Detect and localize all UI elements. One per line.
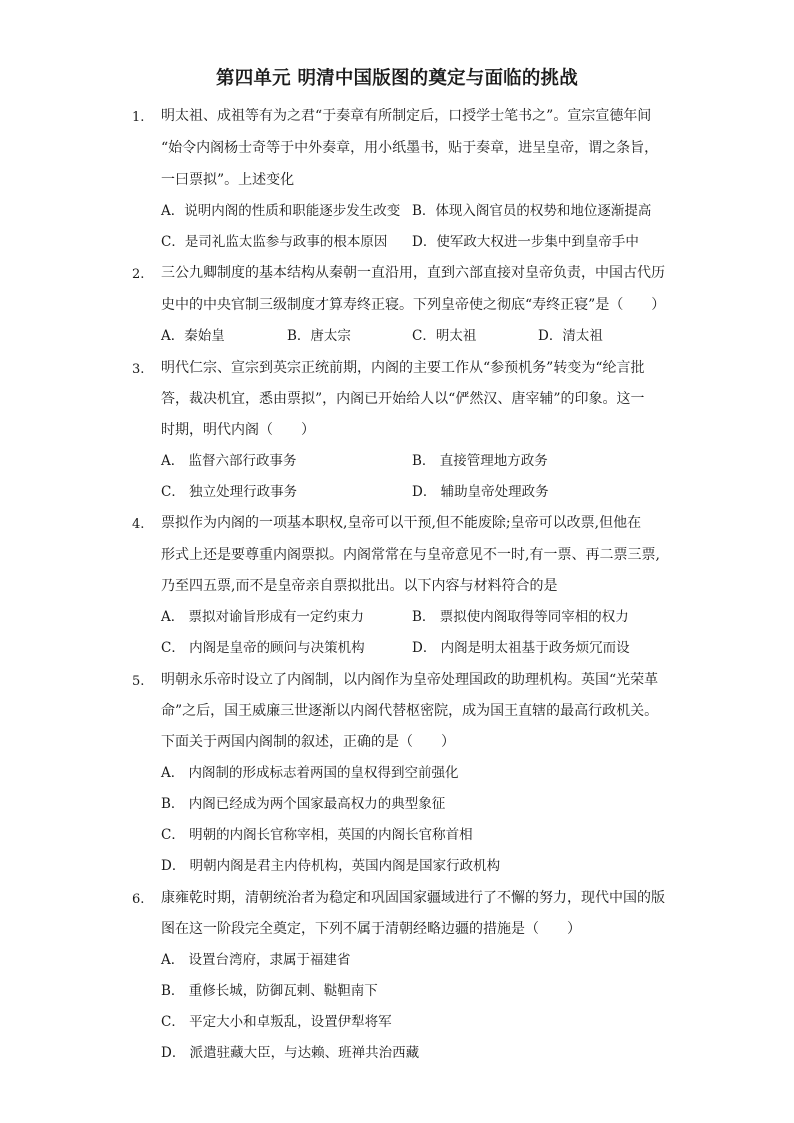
question-number: 6.	[132, 892, 145, 907]
option-d[interactable]: D．清太祖	[538, 328, 603, 344]
option-a[interactable]: A． 票拟对谕旨形成有一定约束力	[161, 609, 365, 625]
question-text-line: 命”之后，国王威廉三世逐渐以内阁代替枢密院，成为国王直辖的最高行政机关。	[161, 703, 659, 719]
option-b[interactable]: B． 直接管理地方政务	[412, 453, 548, 469]
option-c[interactable]: C．是司礼监太监参与政事的根本原因	[161, 234, 388, 250]
option-a[interactable]: A．说明内阁的性质和职能逐步发生改变	[161, 203, 401, 219]
question-text-line: 票拟作为内阁的一项基本职权,皇帝可以干预,但不能废除;皇帝可以改票,但他在	[161, 515, 642, 531]
question-text-line: 下面关于两国内阁制的叙述，正确的是（ ）	[161, 734, 455, 750]
question-text-line: 明朝永乐帝时设立了内阁制，以内阁作为皇帝处理国政的助理机构。英国“光荣革	[161, 672, 659, 688]
option-d[interactable]: D． 辅助皇帝处理政务	[412, 484, 549, 500]
question-text-line: 三公九卿制度的基本结构从秦朝一直沿用，直到六部直接对皇帝负责，中国古代历	[161, 265, 665, 281]
option-a[interactable]: A．秦始皇	[161, 328, 225, 344]
option-b[interactable]: B．体现入阁官员的权势和地位逐渐提高	[412, 203, 652, 219]
option-d[interactable]: D． 明朝内阁是君主内侍机构，英国内阁是国家行政机构	[161, 858, 501, 874]
question-text-line: 答，裁决机宜，悉由票拟”，内阁已开始给人以“俨然汉、唐宰辅”的印象。这一	[161, 391, 645, 407]
option-c[interactable]: C． 明朝的内阁长官称宰相，英国的内阁长官称首相	[161, 827, 473, 843]
option-a[interactable]: A． 设置台湾府，隶属于福建省	[161, 952, 351, 968]
option-c[interactable]: C． 内阁是皇帝的顾问与决策机构	[161, 640, 365, 656]
question-number: 1.	[132, 110, 145, 125]
question-text-line: 史中的中央官制三级制度才算寿终正寝。下列皇帝使之彻底“寿终正寝”是（ ）	[161, 297, 666, 313]
question-text-line: 一曰票拟”。上述变化	[161, 172, 295, 188]
question-text-line: 形式上还是要尊重内阁票拟。内阁常常在与皇帝意见不一时,有一票、再二票三票,	[161, 547, 660, 563]
question-number: 4.	[132, 517, 145, 532]
question-number: 2.	[132, 267, 145, 282]
question-text-line: 明太祖、成祖等有为之君“于奏章有所制定后，口授学士笔书之”。宣宗宣德年间	[161, 108, 652, 124]
option-a[interactable]: A． 内阁制的形成标志着两国的皇权得到空前强化	[161, 765, 459, 781]
option-a[interactable]: A． 监督六部行政事务	[161, 453, 297, 469]
option-c[interactable]: C． 平定大小和卓叛乱，设置伊犁将军	[161, 1014, 392, 1030]
question-text-line: 图在这一阶段完全奠定，下列不属于清朝经略边疆的措施是（ ）	[161, 921, 581, 937]
question-text-line: 乃至四五票,而不是皇帝亲自票拟批出。以下内容与材料符合的是	[161, 578, 558, 594]
question-text-line: “始令内阁杨士奇等于中外奏章，用小纸墨书，贴于奏章，进呈皇帝，谓之条旨，	[161, 140, 659, 156]
option-b[interactable]: B．唐太宗	[287, 328, 351, 344]
question-text-line: 明代仁宗、宣宗到英宗正统前期，内阁的主要工作从“参预机务”转变为“纶言批	[161, 360, 645, 376]
option-c[interactable]: C．明太祖	[412, 328, 477, 344]
option-d[interactable]: D． 派遣驻藏大臣，与达赖、班禅共治西藏	[161, 1045, 420, 1061]
option-b[interactable]: B． 内阁已经成为两个国家最高权力的典型象征	[161, 796, 446, 812]
option-d[interactable]: D．使军政大权进一步集中到皇帝手中	[412, 234, 639, 250]
question-text-line: 康雍乾时期，清朝统治者为稳定和巩固国家疆域进行了不懈的努力，现代中国的版	[161, 890, 665, 906]
option-b[interactable]: B． 票拟使内阁取得等同宰相的权力	[412, 609, 629, 625]
option-b[interactable]: B． 重修长城，防御瓦剌、鞑靼南下	[161, 983, 378, 999]
question-number: 3.	[132, 362, 145, 377]
option-c[interactable]: C． 独立处理行政事务	[161, 484, 298, 500]
question-text-line: 时期，明代内阁（ ）	[161, 422, 315, 438]
option-d[interactable]: D． 内阁是明太祖基于政务烦冗而设	[412, 640, 630, 656]
question-number: 5.	[132, 674, 145, 689]
page-title: 第四单元 明清中国版图的奠定与面临的挑战	[216, 68, 578, 89]
